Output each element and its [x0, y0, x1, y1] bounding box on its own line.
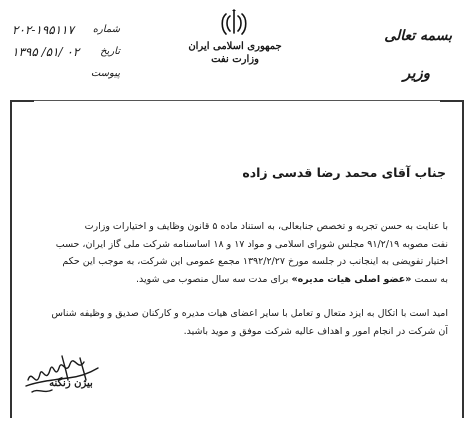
letter-paragraph-1 [34, 218, 448, 288]
date-value: ۱۳۹۵ /۵۱/ ۰۲ [12, 45, 80, 59]
addressee-line: جناب آقای محمد رضا قدسی زاده [242, 165, 446, 180]
paragraph-2-line: امید است با اتکال به ایزد متعال و تعامل با سایر اعضای هیات مدیره و کارکنان صدیق و وظیفه شناس [51, 308, 448, 319]
frame-top-border [10, 100, 464, 101]
paragraph-1-line: به سمت «عضو اصلی هیات مدیره» برای مدت سه سال منصوب می شوید. [135, 273, 448, 285]
paragraph-1-line: نفت مصوبه ۹۱/۲/۱۹ مجلس شورای اسلامی و مواد ۱۷ و ۱۸ اساسنامه شرکت ملی گاز ایران، حسب [55, 238, 448, 250]
number-label: شماره [92, 24, 120, 35]
attachment-label: پیوست [90, 68, 120, 79]
letter-paragraph-2 [34, 305, 448, 340]
date-label: تاریخ [100, 46, 120, 57]
paragraph-1-line: اختیار تفویضی به اینجانب در جلسه مورخ ۱۳۹۲/۲/۲۷ مجمع عمومی این شرکت، به موجب این حکم [62, 256, 448, 267]
letter-date-field [8, 44, 120, 62]
frame-corner-left [10, 100, 34, 102]
basmala-heading: بسمه تعالی [384, 28, 452, 44]
handwritten-signature [22, 350, 102, 402]
iran-emblem-icon [219, 8, 249, 38]
frame-right-border [462, 100, 464, 418]
paragraph-2-line: آن شرکت در انجام امور و اهداف عالیه شرکت موفق و موید باشید. [183, 325, 448, 337]
ministry-line-2: وزارت نفت [211, 54, 259, 65]
letter-number-field [8, 22, 120, 40]
paragraph-1-line: با عنایت به حسن تجربه و تخصص جنابعالی، به استناد ماده ۵ قانون وظایف و اختیارات وزارت [84, 221, 448, 232]
number-value: ۲۰۲-۱۹۵۱۱۷ [12, 23, 75, 37]
ministry-line-1: جمهوری اسلامی ایران [188, 41, 282, 52]
signer-name: بیژن زنگنه [49, 378, 93, 389]
frame-left-border [10, 100, 12, 418]
minister-title: وزیر [403, 64, 430, 82]
frame-corner-right [440, 100, 464, 102]
letter-attachment-field [8, 66, 120, 84]
position-title: «عضو اصلی هیات مدیره» [291, 273, 412, 285]
